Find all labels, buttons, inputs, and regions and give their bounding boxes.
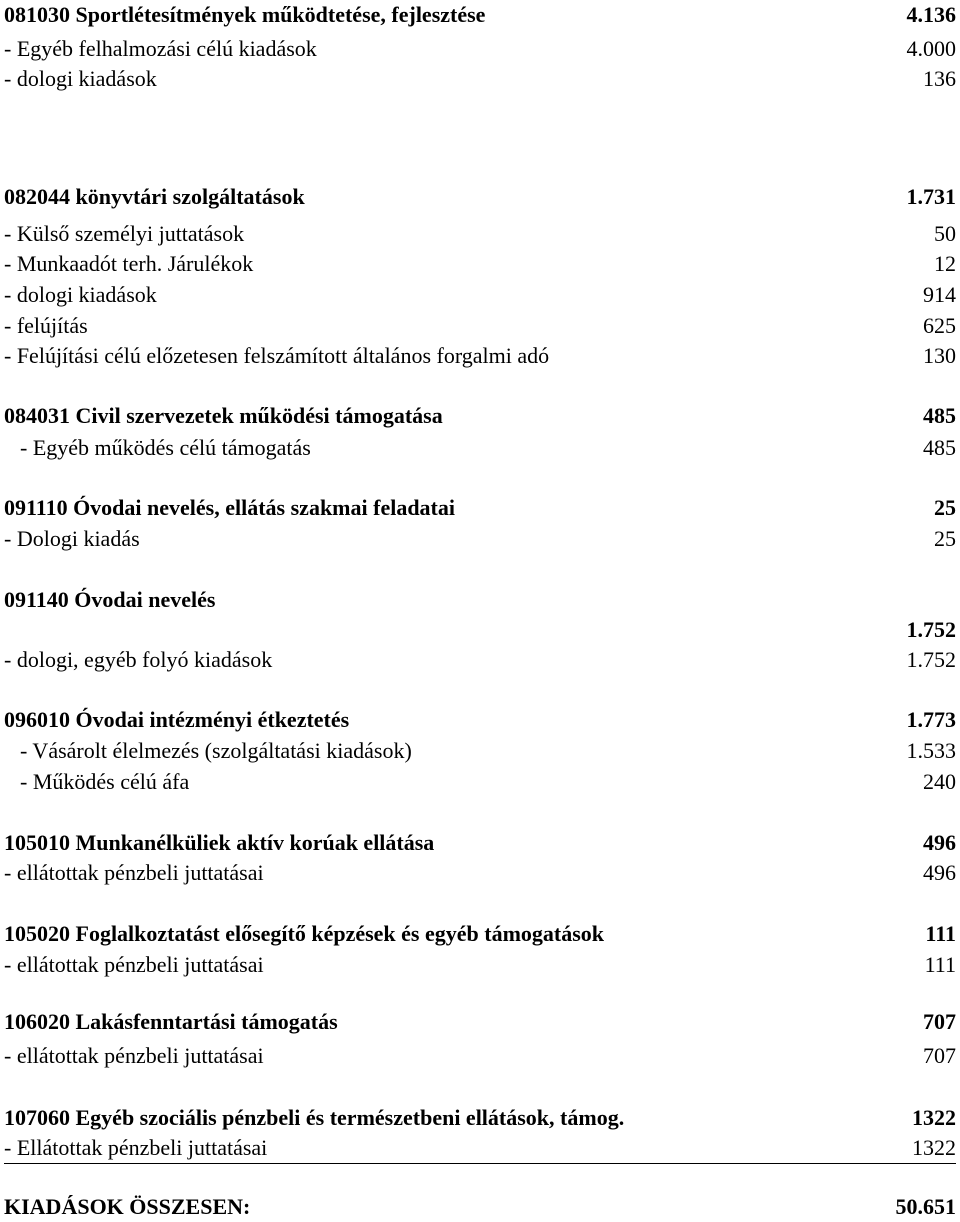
line-item [4, 311, 956, 341]
line-item [4, 858, 956, 888]
section-header [4, 182, 956, 212]
line-item-label: - dologi kiadások [4, 66, 157, 91]
section-total: 707 [923, 1009, 956, 1034]
section-title: 082044 könyvtári szolgáltatások [4, 184, 305, 209]
line-item-value: 625 [923, 313, 956, 338]
line-item-label: - Felújítási célú előzetesen felszámított általános forgalmi adó [4, 343, 550, 368]
section-total-row [4, 615, 956, 645]
section-header [4, 401, 956, 431]
line-item-value: 1.533 [906, 738, 956, 763]
section-header [4, 828, 956, 858]
line-item [4, 249, 956, 279]
line-item [4, 219, 956, 249]
line-item-value: 485 [923, 435, 956, 460]
grand-total [4, 1192, 956, 1222]
line-item [4, 767, 956, 797]
line-item-label: - Dologi kiadás [4, 526, 140, 551]
line-item-value: 130 [923, 343, 956, 368]
line-item-label: - Egyéb működés célú támogatás [20, 435, 311, 460]
section-header [4, 1103, 956, 1133]
line-item-value: 496 [923, 860, 956, 885]
line-item-value: 1.752 [906, 647, 956, 672]
line-item-label: - Vásárolt élelmezés (szolgáltatási kiadások) [20, 738, 412, 763]
line-item-value: 136 [923, 66, 956, 91]
line-item [4, 433, 956, 463]
line-item-value: 4.000 [906, 36, 956, 61]
section-title: 084031 Civil szervezetek működési támogatása [4, 403, 443, 428]
line-item [4, 280, 956, 310]
section-header [4, 585, 956, 615]
section-total: 4.136 [906, 2, 956, 27]
section-title: 105010 Munkanélküliek aktív korúak ellátása [4, 830, 435, 855]
line-item-label: - ellátottak pénzbeli juttatásai [4, 1043, 264, 1068]
line-item-label: - dologi, egyéb folyó kiadások [4, 647, 273, 672]
line-item-label: - ellátottak pénzbeli juttatásai [4, 860, 264, 885]
line-item [4, 950, 956, 980]
grand-total-label: KIADÁSOK ÖSSZESEN: [4, 1194, 251, 1219]
section-title: 091110 Óvodai nevelés, ellátás szakmai feladatai [4, 495, 455, 520]
section-title: 106020 Lakásfenntartási támogatás [4, 1009, 338, 1034]
line-item-label: - Egyéb felhalmozási célú kiadások [4, 36, 317, 61]
line-item-value: 1322 [912, 1135, 956, 1160]
line-item-value: 914 [923, 282, 956, 307]
section-header [4, 919, 956, 949]
line-item-label: - ellátottak pénzbeli juttatásai [4, 952, 264, 977]
line-item [4, 1133, 956, 1164]
section-total: 1322 [912, 1105, 956, 1130]
section-header [4, 0, 956, 30]
section-total: 25 [934, 495, 956, 520]
line-item [4, 1041, 956, 1071]
section-total: 485 [923, 403, 956, 428]
section-total: 111 [925, 921, 956, 946]
section-title: 096010 Óvodai intézményi étkeztetés [4, 707, 350, 732]
line-item [4, 341, 956, 371]
line-item-label: - Munkaadót terh. Járulékok [4, 251, 254, 276]
section-title: 091140 Óvodai nevelés [4, 587, 216, 612]
line-item [4, 34, 956, 64]
line-item-value: 12 [934, 251, 956, 276]
line-item-value: 50 [934, 221, 956, 246]
section-header [4, 705, 956, 735]
line-item-value: 707 [923, 1043, 956, 1068]
line-item-value: 25 [934, 526, 956, 551]
section-total: 1.731 [906, 184, 956, 209]
line-item-label: - felújítás [4, 313, 88, 338]
line-item [4, 524, 956, 554]
grand-total-value: 50.651 [895, 1194, 956, 1219]
section-total: 1.752 [906, 617, 956, 642]
line-item [4, 64, 956, 94]
line-item-label: - dologi kiadások [4, 282, 157, 307]
section-title: 081030 Sportlétesítmények működtetése, fejlesztése [4, 2, 486, 27]
section-total: 1.773 [906, 707, 956, 732]
line-item-label: - Működés célú áfa [20, 769, 190, 794]
line-item [4, 736, 956, 766]
line-item [4, 645, 956, 675]
section-total: 496 [923, 830, 956, 855]
section-header [4, 493, 956, 523]
line-item-value: 111 [924, 952, 956, 977]
section-header [4, 1007, 956, 1037]
line-item-value: 240 [923, 769, 956, 794]
section-title: 107060 Egyéb szociális pénzbeli és természetbeni ellátások, támog. [4, 1105, 625, 1130]
section-title: 105020 Foglalkoztatást elősegítő képzések és egyéb támogatások [4, 921, 605, 946]
line-item-label: - Ellátottak pénzbeli juttatásai [4, 1135, 268, 1160]
line-item-label: - Külső személyi juttatások [4, 221, 245, 246]
